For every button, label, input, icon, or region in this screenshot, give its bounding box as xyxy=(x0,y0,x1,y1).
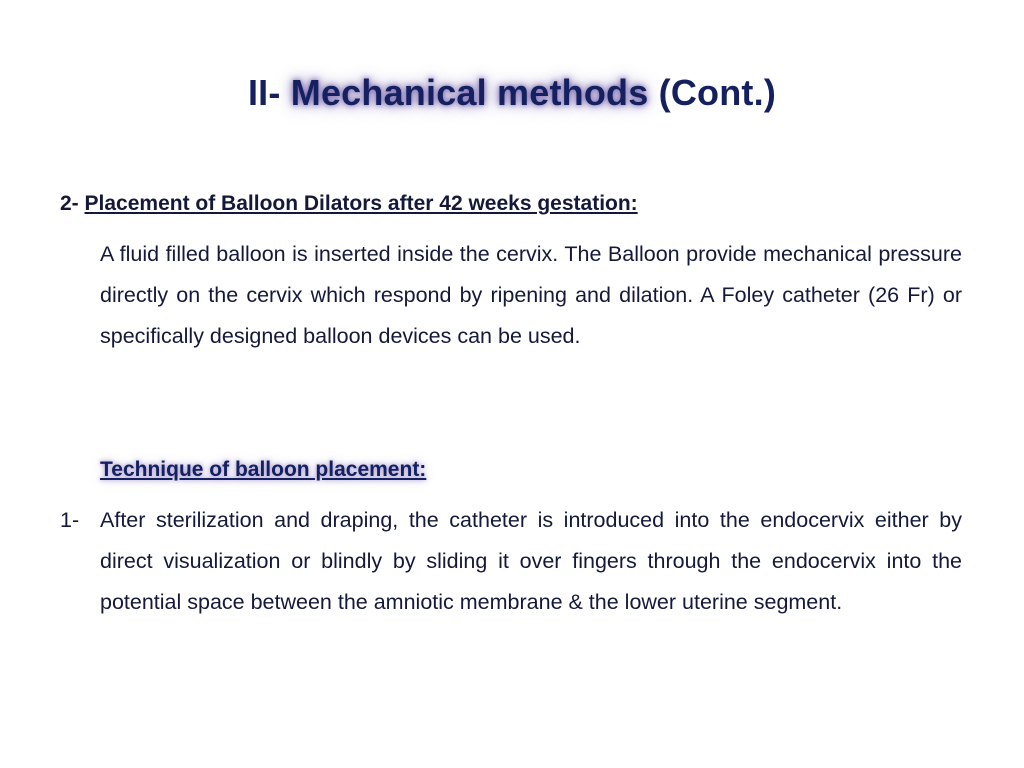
title-highlight: Mechanical methods xyxy=(290,72,649,113)
description-paragraph: A fluid filled balloon is inserted inside the cervix. The Balloon provide mechanical pressure directly on the cervix which respond by ripening and dilation. A Foley catheter (26 Fr) or specifically designed balloon devices can be used. xyxy=(100,242,962,348)
section-heading xyxy=(60,192,638,216)
step-item xyxy=(60,500,962,623)
step-text: After sterilization and draping, the catheter is introduced into the endocervix either by direct visualization or blindly by sliding it over fingers through the endocervix into the potential space between the amniotic membrane & the lower uterine segment. xyxy=(100,508,962,614)
technique-subheading: Technique of balloon placement: xyxy=(100,458,427,481)
section-heading-text: Placement of Balloon Dilators after 42 weeks gestation: xyxy=(84,192,638,215)
slide-title xyxy=(0,72,1024,114)
title-prefix: II- xyxy=(247,72,291,113)
title-suffix: (Cont.) xyxy=(648,72,777,113)
step-number: 1- xyxy=(60,508,80,532)
section-number: 2- xyxy=(60,192,85,215)
